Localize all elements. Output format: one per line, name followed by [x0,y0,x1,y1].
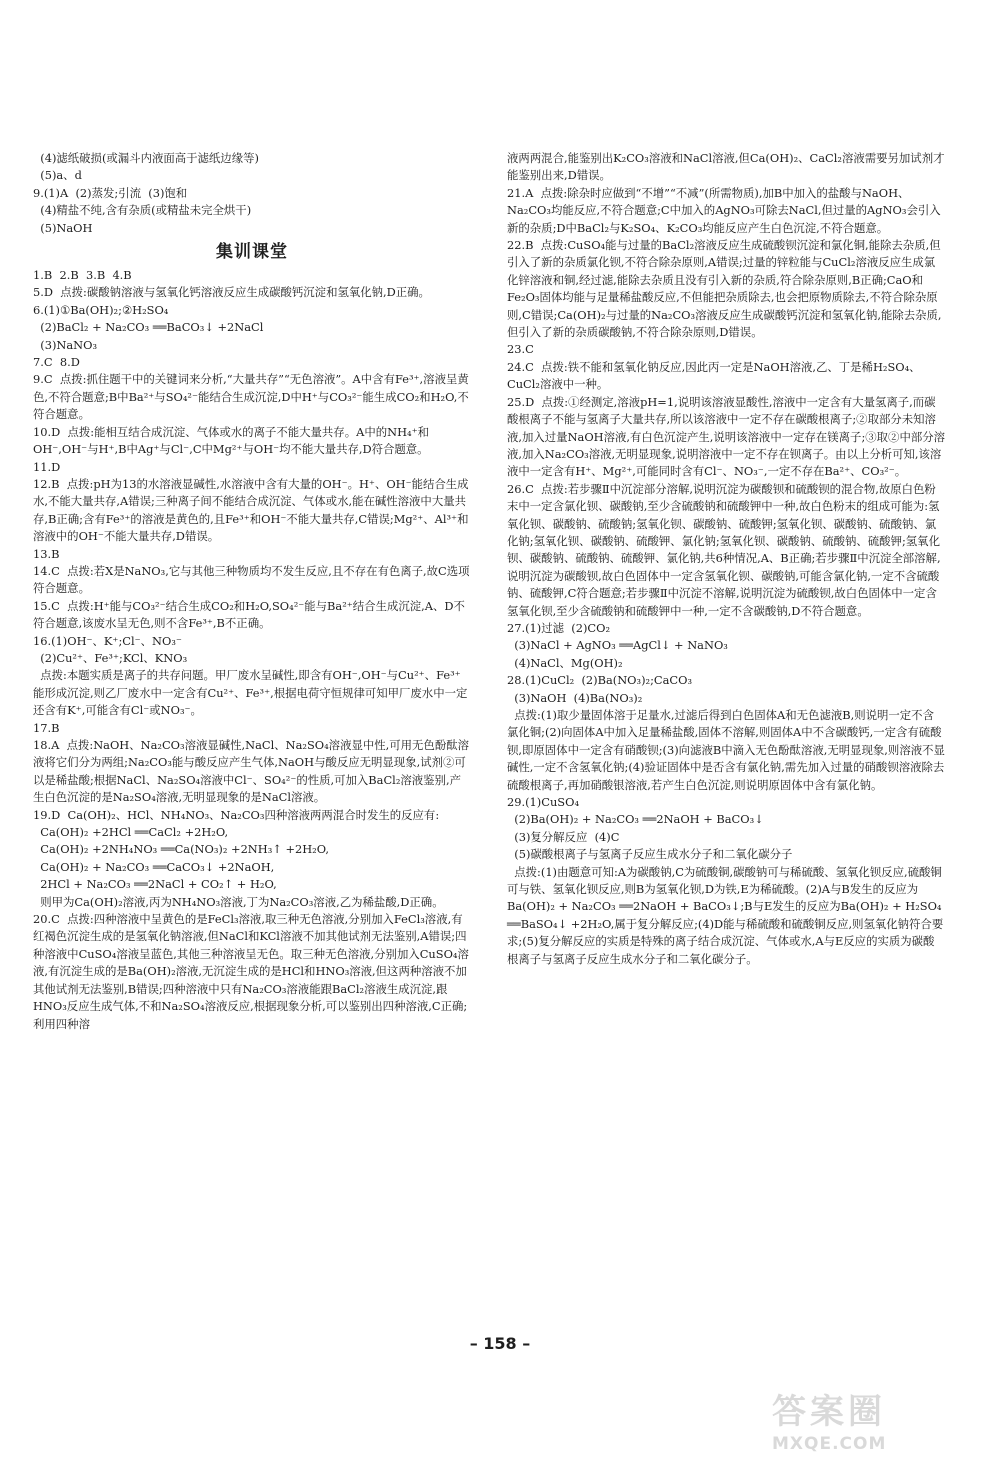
answer-line: 14.C 点拨:若X是NaNO₃,它与其他三种物质均不发生反应,且不存在有色离子,故C选项符合题意。 [33,563,470,596]
answer-line: (2)Cu²⁺、Fe³⁺;KCl、KNO₃ [33,650,188,665]
answer-line: 15.C 点拨:H⁺能与CO₃²⁻结合生成CO₂和H₂O,SO₄²⁻能与Ba²⁺结合生成沉淀,A、D不符合题意,该废水呈无色,则不含Fe³⁺,B不正确。 [33,598,465,631]
answer-line: 19.D Ca(OH)₂、HCl、NH₄NO₃、Na₂CO₃四种溶液两两混合时发生的反应有: [33,807,440,822]
answer-line: (5)a、d [33,168,82,183]
answer-line: (3)复分解反应 (4)C [507,829,620,844]
answer-line: 9.C 点拨:抓住题干中的关键词来分析,“大量共存”“无色溶液”。A中含有Fe³⁺,溶液呈黄色,不符合题意;B中Ba²⁺与SO₄²⁻能结合生成沉淀,D中H⁺与CO₃²⁻能生成CO₂和H₂O,不符合题意。 [33,372,469,422]
watermark-logo [772,1392,982,1462]
answer-line: 9.(1)A (2)蒸发;引流 (3)饱和 [33,185,188,200]
answer-line: 20.C 点拨:四种溶液中呈黄色的是FeCl₃溶液,取三种无色溶液,分别加入FeCl₃溶液,有红褐色沉淀生成的是氢氧化钠溶液,但NaCl和KCl溶液不加其他试剂无法鉴别,A错误;四种溶液中CuSO₄溶液呈蓝色,其他三种溶液呈无色。取三种无色溶液,分别加入CuSO₄溶液,有沉淀生成的是Ba(OH)₂溶液,无沉淀生成的是HCl和HNO₃溶液,但这两种溶液不加其他试剂无法鉴别,B错误;四种溶液中只有Na₂CO₃溶液能跟BaCl₂溶液生成沉淀,跟HNO₃反应生成气体,不和Na₂SO₄溶液反应,根据现象分析,可以鉴别出四种溶液,C正确;利用四种溶 [33,912,469,1031]
answer-line: (3)NaCl + AgNO₃ ══AgCl↓ + NaNO₃ [507,638,728,653]
answer-line: 则甲为Ca(OH)₂溶液,丙为NH₄NO₃溶液,丁为Na₂CO₃溶液,乙为稀盐酸,D正确。 [33,894,444,909]
answer-line: (4)NaCl、Mg(OH)₂ [507,655,623,670]
answer-line: (5)NaOH [33,220,93,235]
answer-line: Ca(OH)₂ +2HCl ══CaCl₂ +2H₂O, [33,825,229,840]
left-column [33,150,471,1033]
answer-line: 点拨:本题实质是离子的共存问题。甲厂废水呈碱性,即含有OH⁻,OH⁻与Cu²⁺、Fe³⁺能形成沉淀,则乙厂废水中一定含有Cu²⁺、Fe³⁺,根据电荷守恒规律可知甲厂废水中一定还含有K⁺,可能含有Cl⁻或NO₃⁻。 [33,668,468,718]
answer-line: 13.B [33,546,60,561]
answer-line: 点拨:(1)取少量固体溶于足量水,过滤后得到白色固体A和无色滤液B,则说明一定不含氯化铜;(2)向固体A中加入足量稀盐酸,固体不溶解,则固体A中不含碳酸钙,一定含有硫酸钡,即原固体中一定含有硝酸钡;(3)向滤液B中滴入无色酚酞溶液,无明显现象,则溶液不显碱性,一定不含氢氧化钠;(4)验证固体中是否含有氯化钠,需先加入过量的硝酸钡溶液除去硫酸根离子,再加硝酸银溶液,若产生白色沉淀,则说明原固体中含有氯化钠。 [507,708,945,792]
answer-line: 18.A 点拨:NaOH、Na₂CO₃溶液显碱性,NaCl、Na₂SO₄溶液显中性,可用无色酚酞溶液将它们分为两组;Na₂CO₃能与酸反应产生气体,NaOH与酸反应无明显现象,试剂②可以是稀盐酸;根据NaCl、Na₂SO₄溶液中Cl⁻、SO₄²⁻的性质,可加入BaCl₂溶液鉴别,产生白色沉淀的是Na₂SO₄溶液,无明显现象的是NaCl溶液。 [33,738,469,805]
answer-line: (5)碳酸根离子与氢离子反应生成水分子和二氧化碳分子 [507,847,793,862]
answer-line: 1.B 2.B 3.B 4.B [33,268,132,283]
answer-line: Ca(OH)₂ + Na₂CO₃ ══CaCO₃↓ +2NaOH, [33,859,275,874]
right-column [507,150,945,968]
answer-line: 11.D [33,459,61,474]
answer-line: 16.(1)OH⁻、K⁺;Cl⁻、NO₃⁻ [33,633,182,648]
answer-line: 21.A 点拨:除杂时应做到“不增”“不减”(所需物质),加B中加入的盐酸与NaOH、Na₂CO₃均能反应,不符合题意;C中加入的AgNO₃可除去NaCl,但过量的AgNO₃会引入新的杂质;D中BaCl₂与K₂SO₄、K₂CO₃均能反应产生白色沉淀,不符合题意。 [507,185,941,235]
answer-line: (2)BaCl₂ + Na₂CO₃ ══BaCO₃↓ +2NaCl [33,320,264,335]
answer-line: 22.B 点拨:CuSO₄能与过量的BaCl₂溶液反应生成硫酸钡沉淀和氯化铜,能除去杂质,但引入了新的杂质氯化钡,不符合除杂原则,A错误;过量的锌粒能与CuCl₂溶液反应生成氯化锌溶液和铜,经过滤,能除去杂质且没有引入新的杂质,符合除杂原则,B正确;CaO和Fe₂O₃固体均能与足量稀盐酸反应,不但能把杂质除去,也会把原物质除去,不符合除杂原则,C错误;Ca(OH)₂与过量的Na₂CO₃溶液反应生成碳酸钙沉淀和氢氧化钠,能除去杂质,但引入了新的杂质碳酸钠,不符合除杂原则,D错误。 [507,238,942,340]
answer-line: 23.C [507,342,534,357]
answer-line: 26.C 点拨:若步骤Ⅱ中沉淀部分溶解,说明沉淀为碳酸钡和硫酸钡的混合物,故原白色粉末中一定含氯化钡、碳酸钠,至少含硫酸钠和硫酸钾中一种,故白色粉末的组成可能为:氢氧化钡、碳酸钠、硫酸钠;氢氧化钡、碳酸钠、硫酸钾;氢氧化钡、碳酸钠、硫酸钠、氯化钠;氢氧化钡、碳酸钠、硫酸钾、氯化钠;氢氧化钡、碳酸钠、硫酸钠、硫酸钾;氢氧化钡、碳酸钠、硫酸钠、硫酸钾、氯化钠,共6种情况,A、B正确;若步骤Ⅱ中沉淀全部溶解,说明沉淀为碳酸钡,故白色固体中一定含氢氧化钡、碳酸钠,可能含氯化钠,一定不含硫酸钠、硫酸钾,C符合题意;若步骤Ⅱ中沉淀不溶解,说明沉淀为硫酸钡,故白色固体中一定含氢氧化钡,至少含硫酸钠和硫酸钾中一种,一定不含碳酸钠,D不符合题意。 [507,481,941,618]
answer-line: 液两两混合,能鉴别出K₂CO₃溶液和NaCl溶液,但Ca(OH)₂、CaCl₂溶液需要另加试剂才能鉴别出来,D错误。 [507,151,945,183]
answer-line: (3)NaOH (4)Ba(NO₃)₂ [507,690,643,705]
answer-line: 10.D 点拨:能相互结合成沉淀、气体或水的离子不能大量共存。A中的NH₄⁺和OH⁻,OH⁻与H⁺,B中Ag⁺与Cl⁻,C中Mg²⁺与OH⁻均不能大量共存,D符合题意。 [33,424,429,457]
answer-line: 6.(1)①Ba(OH)₂;②H₂SO₄ [33,302,169,317]
section-title: 集训课堂 [216,242,288,263]
answer-line: 25.D 点拨:①经测定,溶液pH=1,说明该溶液显酸性,溶液中一定含有大量氢离子,而碳酸根离子不能与氢离子大量共存,所以该溶液中一定不存在碳酸根离子;②取部分未知溶液,加入过量NaOH溶液,有白色沉淀产生,说明该溶液中一定存在镁离子;③取②中部分溶液,加入Na₂CO₃溶液,无明显现象,说明溶液中一定不存在钡离子。由以上分析可知,该溶液中一定含有H⁺、Mg²⁺,可能同时含有Cl⁻、NO₃⁻,一定不存在Ba²⁺、CO₃²⁻。 [507,394,946,479]
answer-line: (4)精盐不纯,含有杂质(或精盐未完全烘干) [33,203,252,218]
answer-line: 28.(1)CuCl₂ (2)Ba(NO₃)₂;CaCO₃ [507,673,693,688]
answer-line: 点拨:(1)由题意可知:A为碳酸钠,C为硫酸铜,碳酸钠可与稀硫酸、氢氧化钡反应,硫酸铜可与铁、氢氧化钡反应,则B为氢氧化钡,D为铁,E为稀硫酸。(2)A与B发生的反应为Ba(OH)₂ + Na₂CO₃ ══2NaOH + BaCO₃↓;B与E发生的反应为Ba(OH)₂ + H₂SO₄ ══BaSO₄↓ +2H₂O,属于复分解反应;(4)D能与稀硫酸和硫酸铜反应,则氢氧化钠符合要求;(5)复分解反应的实质是特殊的离子结合成沉淀、气体或水,A与E反应的实质为碳酸根离子与氢离子反应生成水分子和二氧化碳分子。 [507,864,946,966]
answer-line: 29.(1)CuSO₄ [507,795,580,810]
page-number: – 158 – [469,1334,531,1353]
answer-line: 24.C 点拨:铁不能和氢氧化钠反应,因此丙一定是NaOH溶液,乙、丁是稀H₂SO₄、CuCl₂溶液中一种。 [507,359,921,392]
answer-line: Ca(OH)₂ +2NH₄NO₃ ══Ca(NO₃)₂ +2NH₃↑ +2H₂O, [33,842,330,857]
answer-line: (2)Ba(OH)₂ + Na₂CO₃ ══2NaOH + BaCO₃↓ [507,812,764,827]
answer-line: 27.(1)过滤 (2)CO₂ [507,620,611,635]
answer-line: 2HCl + Na₂CO₃ ══2NaCl + CO₂↑ + H₂O, [33,877,277,892]
answer-line: 17.B [33,720,60,735]
watermark-url: MXQE.COM [772,1434,887,1454]
answer-line: 12.B 点拨:pH为13的水溶液显碱性,水溶液中含有大量的OH⁻。H⁺、OH⁻能结合生成水,不能大量共存,A错误;三种离子间不能结合成沉淀、气体或水,能在碱性溶液中大量共存,B正确;含有Fe³⁺的溶液是黄色的,且Fe³⁺和OH⁻不能大量共存,C错误;Mg²⁺、Al³⁺和溶液中的OH⁻不能大量共存,D错误。 [33,476,469,544]
answer-line: (4)滤纸破损(或漏斗内液面高于滤纸边缘等) [33,151,259,165]
answer-line: (3)NaNO₃ [33,337,98,352]
watermark-logo-text: 答案圈 [772,1392,886,1432]
answer-line: 5.D 点拨:碳酸钠溶液与氢氧化钙溶液反应生成碳酸钙沉淀和氢氧化钠,D正确。 [33,285,430,300]
answer-line: 7.C 8.D [33,355,80,370]
